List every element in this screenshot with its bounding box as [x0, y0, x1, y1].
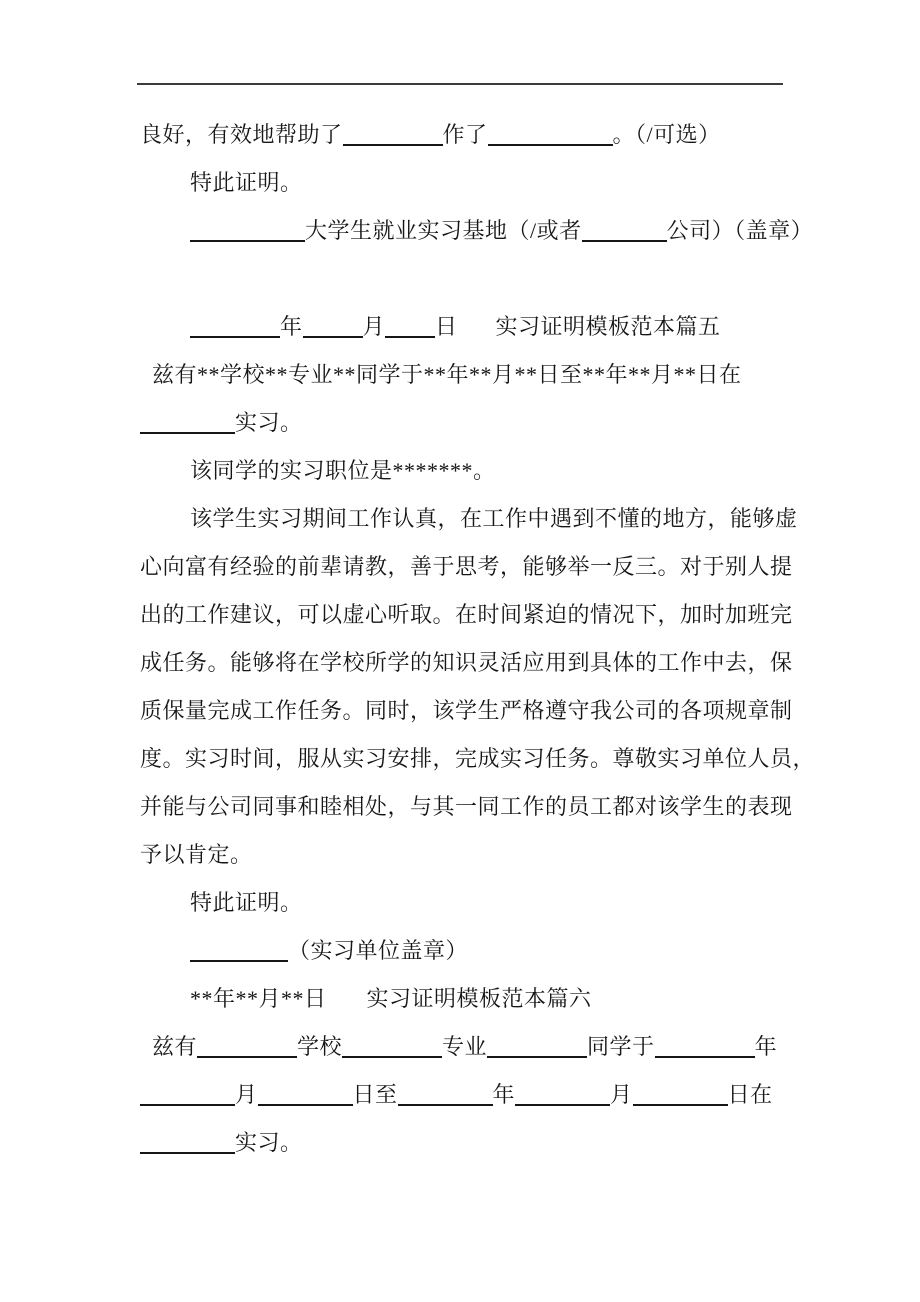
doc-line [140, 927, 788, 975]
text-run: 兹有**学校**专业**同学于**年**月**日至**年**月**日在 [152, 362, 742, 387]
doc-line [140, 1119, 788, 1167]
doc-line [140, 399, 788, 447]
blank-line [140, 255, 788, 303]
doc-line [140, 879, 788, 927]
text-run: 专业 [442, 1034, 488, 1059]
blank-underscore [258, 1104, 353, 1106]
blank-underscore [342, 1056, 442, 1058]
doc-line [140, 831, 788, 879]
text-run: 年 [280, 314, 303, 339]
spacing-gap [458, 333, 496, 334]
text-run: 出的工作建议，可以虚心听取。在时间紧迫的情况下，加时加班完 [140, 602, 793, 627]
doc-line [140, 639, 793, 687]
text-run: 兹有 [152, 1034, 198, 1059]
text-run: 大学生就业实习基地（/或者 [305, 218, 582, 243]
doc-line [140, 687, 793, 735]
text-run: 该同学的实习职位是*******。 [190, 458, 496, 483]
blank-underscore [487, 1056, 587, 1058]
text-run: 月 [235, 1082, 258, 1107]
doc-line [140, 1071, 788, 1119]
doc-line [140, 783, 793, 831]
text-run: 特此证明。 [190, 890, 303, 915]
text-run: 作了 [442, 122, 488, 147]
text-run: 质保量完成工作任务。同时，该学生严格遵守我公司的各项规章制 [140, 698, 793, 723]
text-run: 予以肯定。 [140, 842, 253, 867]
text-run: 实习。 [235, 410, 303, 435]
blank-underscore [343, 144, 443, 146]
blank-underscore [582, 240, 667, 242]
text-run: 学校 [297, 1034, 343, 1059]
blank-underscore [197, 1056, 297, 1058]
text-run: 日 [435, 314, 458, 339]
blank-underscore [385, 336, 435, 338]
section-title-6: 实习证明模板范本篇六 [366, 986, 592, 1011]
doc-line [140, 111, 788, 159]
doc-line [140, 351, 788, 399]
text-run: 日在 [727, 1082, 773, 1107]
doc-line [140, 735, 816, 783]
doc-line [140, 495, 798, 543]
text-run: 年 [492, 1082, 516, 1107]
doc-line [140, 975, 788, 1023]
blank-underscore [140, 432, 235, 434]
doc-line [140, 303, 788, 351]
text-run: 公司）（盖章） [666, 218, 814, 243]
blank-underscore [515, 1104, 610, 1106]
text-run: 度。实习时间，服从实习安排，完成实习任务。尊敬实习单位人员， [140, 746, 816, 771]
blank-underscore [303, 336, 363, 338]
doc-line [140, 159, 788, 207]
text-run: （实习单位盖章） [288, 938, 469, 963]
text-run: **年**月**日 [190, 986, 327, 1011]
blank-underscore [140, 1152, 235, 1154]
blank-underscore [655, 1056, 755, 1058]
blank-underscore [190, 960, 288, 962]
text-run: 特此证明。 [190, 170, 303, 195]
doc-line [140, 1023, 788, 1071]
blank-underscore [190, 336, 280, 338]
doc-line [140, 591, 793, 639]
blank-underscore [140, 1104, 235, 1106]
text-run: 心向富有经验的前辈请教，善于思考，能够举一反三。对于别人提 [140, 554, 793, 579]
doc-line [140, 447, 788, 495]
blank-underscore [190, 240, 305, 242]
text-run: 月 [610, 1082, 633, 1107]
text-run: 月 [362, 314, 386, 339]
text-run: 实习。 [235, 1130, 303, 1155]
text-run: 并能与公司同事和睦相处，与其一同工作的员工都对该学生的表现 [140, 794, 793, 819]
text-run: 同学于 [587, 1034, 655, 1059]
text-run: 良好，有效地帮助了 [140, 122, 343, 147]
spacing-gap [327, 1005, 367, 1006]
document-body [140, 111, 816, 1167]
text-run: 。（/可选） [612, 122, 721, 147]
text-run: 日至 [352, 1082, 398, 1107]
blank-underscore [633, 1104, 728, 1106]
blank-underscore [488, 144, 613, 146]
section-title-5: 实习证明模板范本篇五 [495, 314, 721, 339]
horizontal-divider [137, 83, 783, 85]
blank-underscore [398, 1104, 493, 1106]
text-run: 年 [754, 1034, 778, 1059]
doc-line [140, 543, 793, 591]
doc-line [140, 207, 814, 255]
text-run: 该学生实习期间工作认真，在工作中遇到不懂的地方，能够虚 [190, 506, 798, 531]
text-run: 成任务。能够将在学校所学的知识灵活应用到具体的工作中去，保 [140, 650, 793, 675]
